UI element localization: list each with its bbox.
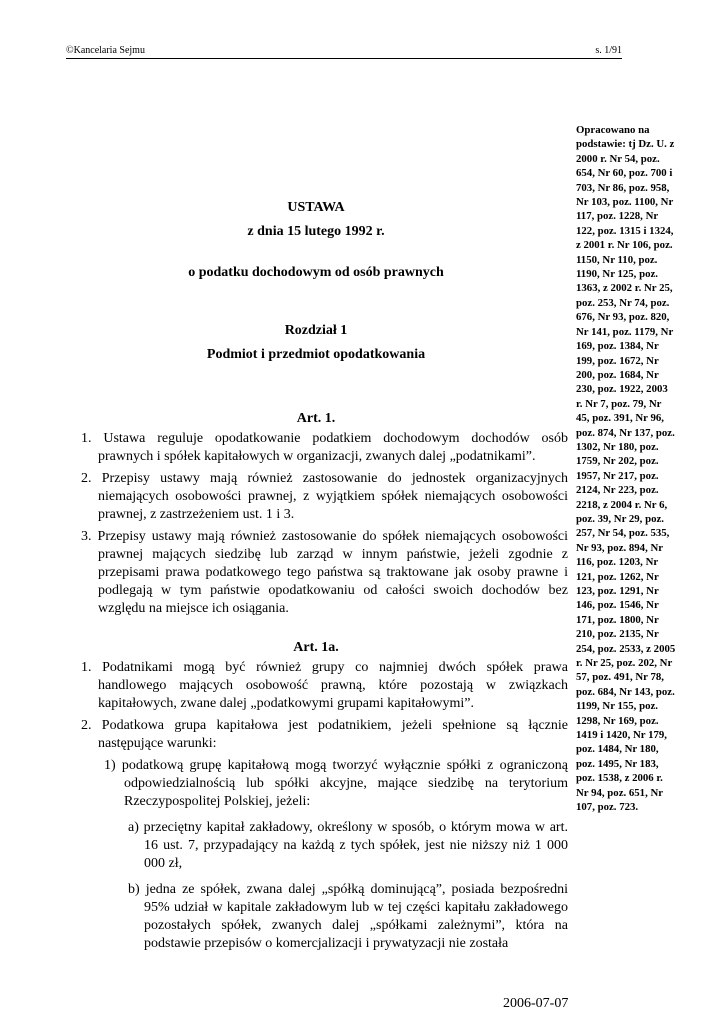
footer-date: 2006-07-07: [503, 996, 569, 1011]
article-heading: Art. 1a.: [293, 640, 339, 655]
article-paragraph: 3. Przepisy ustawy mają również zastosowanie do spółek niemających osobowości prawnej mających siedzibę lub zarząd w innym państwie, jeżeli zgodnie z przepisami prawa podatkowego tego państwa są traktowane jak osoby prawne i podlegają w tym państwie opodatkowaniu od całości swoich dochodów bez względu na miejsce ich osiągania.: [81, 529, 568, 616]
act-subject: o podatku dochodowym od osób prawnych: [188, 265, 444, 280]
act-title: USTAWA: [287, 200, 345, 215]
article-letter-b: b) jedna ze spółek, zwana dalej „spółką dominującą”, posiada bezpośredni 95% udział w kapitale zakładowym lub w tej części kapitału zakładowego pozostałych spółek, zwanych dalej „spółkami zależnymi”, która na podstawie przepisów o komercjalizacji i prywatyzacji nie została: [128, 882, 568, 951]
article-letter-a: a) przeciętny kapitał zakładowy, określony w sposób, o którym mowa w art. 16 ust. 7, przypadający na każdą z tych spółek, jest nie niższy niż 1 000 000 zł,: [128, 820, 568, 871]
header-page-number: s. 1/91: [595, 45, 622, 56]
article-paragraph: 2. Przepisy ustawy mają również zastosowanie do jednostek organizacyjnych niemających osobowości prawnej, z wyjątkiem spółek niemających osobowości prawnej, z zastrzeżeniem ust. 1 i 3.: [81, 471, 568, 522]
header-publisher: ©Kancelaria Sejmu: [66, 45, 145, 56]
document-body: [64, 199, 568, 953]
margin-source-note: Opracowano na podstawie: tj Dz. U. z 2000 r. Nr 54, poz. 654, Nr 60, poz. 700 i 703, Nr 86, poz. 958, Nr 103, poz. 1100, Nr 117, poz. 1228, Nr 122, poz. 1315 i 1324, z 2001 r. Nr 106, poz. 1150, Nr 110, poz. 1190, Nr 125, poz. 1363, z 2002 r. Nr 25, poz. 253, Nr 74, poz. 676, Nr 93, poz. 820, Nr 141, poz. 1179, Nr 169, poz. 1384, Nr 199, poz. 1672, Nr 200, poz. 1684, Nr 230, poz. 1922, 2003 r. Nr 7, poz. 79, Nr 45, poz. 391, Nr 96, poz. 874, Nr 137, poz. 1302, Nr 180, poz. 1759, Nr 202, poz. 1957, Nr 217, poz. 2124, Nr 223, poz. 2218, z 2004 r. Nr 6, poz. 39, Nr 29, poz. 257, Nr 54, poz. 535, Nr 93, poz. 894, Nr 116, poz. 1203, Nr 121, poz. 1262, Nr 123, poz. 1291, Nr 146, poz. 1546, Nr 171, poz. 1800, Nr 210, poz. 2135, Nr 254, poz. 2533, z 2005 r. Nr 25, poz. 202, Nr 57, poz. 491, Nr 78, poz. 684, Nr 143, poz. 1199, Nr 155, poz. 1298, Nr 169, poz. 1419 i 1420, Nr 179, poz. 1484, Nr 180, poz. 1495, Nr 183, poz. 1538, z 2006 r. Nr 94, poz. 651, Nr 107, poz. 723.: [576, 124, 676, 814]
page-header: [66, 44, 622, 59]
article-point: 1) podatkową grupę kapitałową mogą tworzyć wyłącznie spółki z ograniczoną odpowiedzialnością lub spółki akcyjne, mające siedzibę na terytorium Rzeczypospolitej Polskiej, jeżeli:: [104, 758, 568, 809]
chapter-title: Podmiot i przedmiot opodatkowania: [206, 347, 426, 362]
chapter-number: Rozdział 1: [284, 323, 348, 338]
act-date: z dnia 15 lutego 1992 r.: [247, 224, 385, 239]
article-paragraph: 1. Podatnikami mogą być również grupy co najmniej dwóch spółek prawa handlowego mających osobowość prawną, które pozostają w związkach kapitałowych, zwane dalej „podatkowymi grupami kapitałowymi”.: [81, 660, 568, 711]
article-paragraph: 2. Podatkowa grupa kapitałowa jest podatnikiem, jeżeli spełnione są łącznie następujące warunki:: [81, 718, 568, 751]
article-heading: Art. 1.: [296, 411, 336, 426]
article-paragraph: 1. Ustawa reguluje opodatkowanie podatkiem dochodowym dochodów osób prawnych i spółek kapitałowych w organizacji, zwanych dalej „podatnikami”.: [81, 431, 568, 464]
